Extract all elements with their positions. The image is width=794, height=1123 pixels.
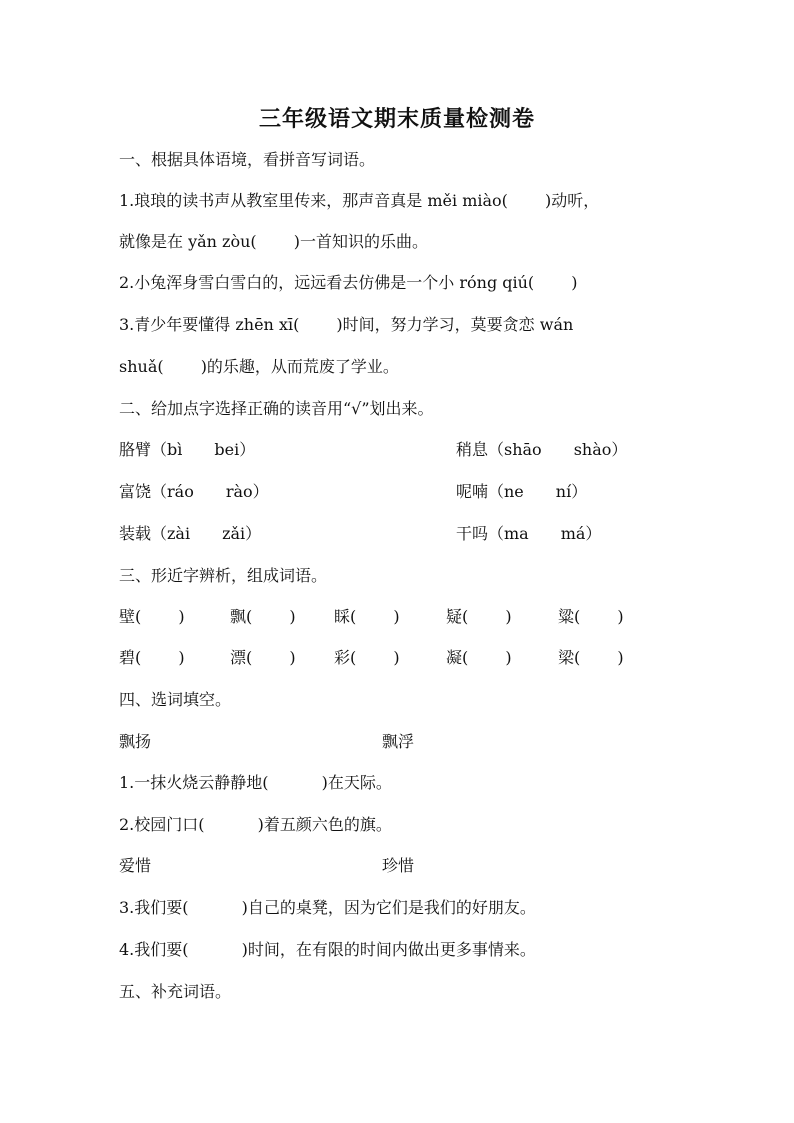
section3-row1-item-2: 飘( ) — [230, 607, 296, 626]
section1-line-4: 3.青少年要懂得 zhēn xī( )时间，努力学习，莫要贪恋 wán — [119, 315, 574, 334]
section1-heading: 一、根据具体语境，看拼音写词语。 — [119, 150, 376, 169]
section2-row2-left: 富饶（ráo rào） — [119, 482, 269, 501]
section3-row1-item-1: 壁( ) — [119, 607, 185, 626]
section3-heading: 三、形近字辨析，组成词语。 — [119, 566, 328, 585]
section3-row2-item-1: 碧( ) — [119, 648, 185, 667]
section3-row2-item-4: 凝( ) — [446, 648, 512, 667]
section5-heading: 五、补充词语。 — [119, 982, 232, 1001]
section2-row2-right: 呢喃（ne ní） — [456, 482, 588, 501]
section1-line-3: 2.小兔浑身雪白雪白的，远远看去仿佛是一个小 róng qiú( ) — [119, 273, 578, 292]
section2-row3-left: 装载（zài zǎi） — [119, 524, 262, 543]
section4-word-option-2: 飘浮 — [382, 732, 415, 751]
section3-row1-item-4: 疑( ) — [446, 607, 512, 626]
page-title: 三年级语文期末质量检测卷 — [258, 106, 535, 132]
section4-word-option-3: 爱惜 — [119, 856, 152, 875]
section4-line-3: 3.我们要( )自己的桌凳，因为它们是我们的好朋友。 — [119, 898, 536, 917]
section4-word-option-4: 珍惜 — [382, 856, 415, 875]
section4-heading: 四、选词填空。 — [119, 690, 232, 709]
section2-heading: 二、给加点字选择正确的读音用“√”划出来。 — [119, 399, 434, 418]
section4-word-option-1: 飘扬 — [119, 732, 152, 751]
section4-line-2: 2.校园门口( )着五颜六色的旗。 — [119, 815, 392, 834]
section2-row1-right: 稍息（shāo shào） — [456, 440, 628, 459]
section3-row2-item-3: 彩( ) — [334, 648, 400, 667]
section3-row1-item-3: 睬( ) — [334, 607, 400, 626]
section3-row1-item-5: 粱( ) — [558, 607, 624, 626]
section4-line-1: 1.一抹火烧云静静地( )在天际。 — [119, 773, 392, 792]
section1-line-5: shuǎ( )的乐趣，从而荒废了学业。 — [119, 357, 399, 376]
section2-row1-left: 胳臂（bì bei） — [119, 440, 256, 459]
section1-line-2: 就像是在 yǎn zòu( )一首知识的乐曲。 — [119, 232, 428, 251]
section1-line-1: 1.琅琅的读书声从教室里传来，那声音真是 měi miào( )动听， — [119, 191, 600, 210]
section3-row2-item-5: 梁( ) — [558, 648, 624, 667]
section2-row3-right: 干吗（ma má） — [456, 524, 602, 543]
section3-row2-item-2: 漂( ) — [230, 648, 296, 667]
section4-line-4: 4.我们要( )时间，在有限的时间内做出更多事情来。 — [119, 940, 536, 959]
